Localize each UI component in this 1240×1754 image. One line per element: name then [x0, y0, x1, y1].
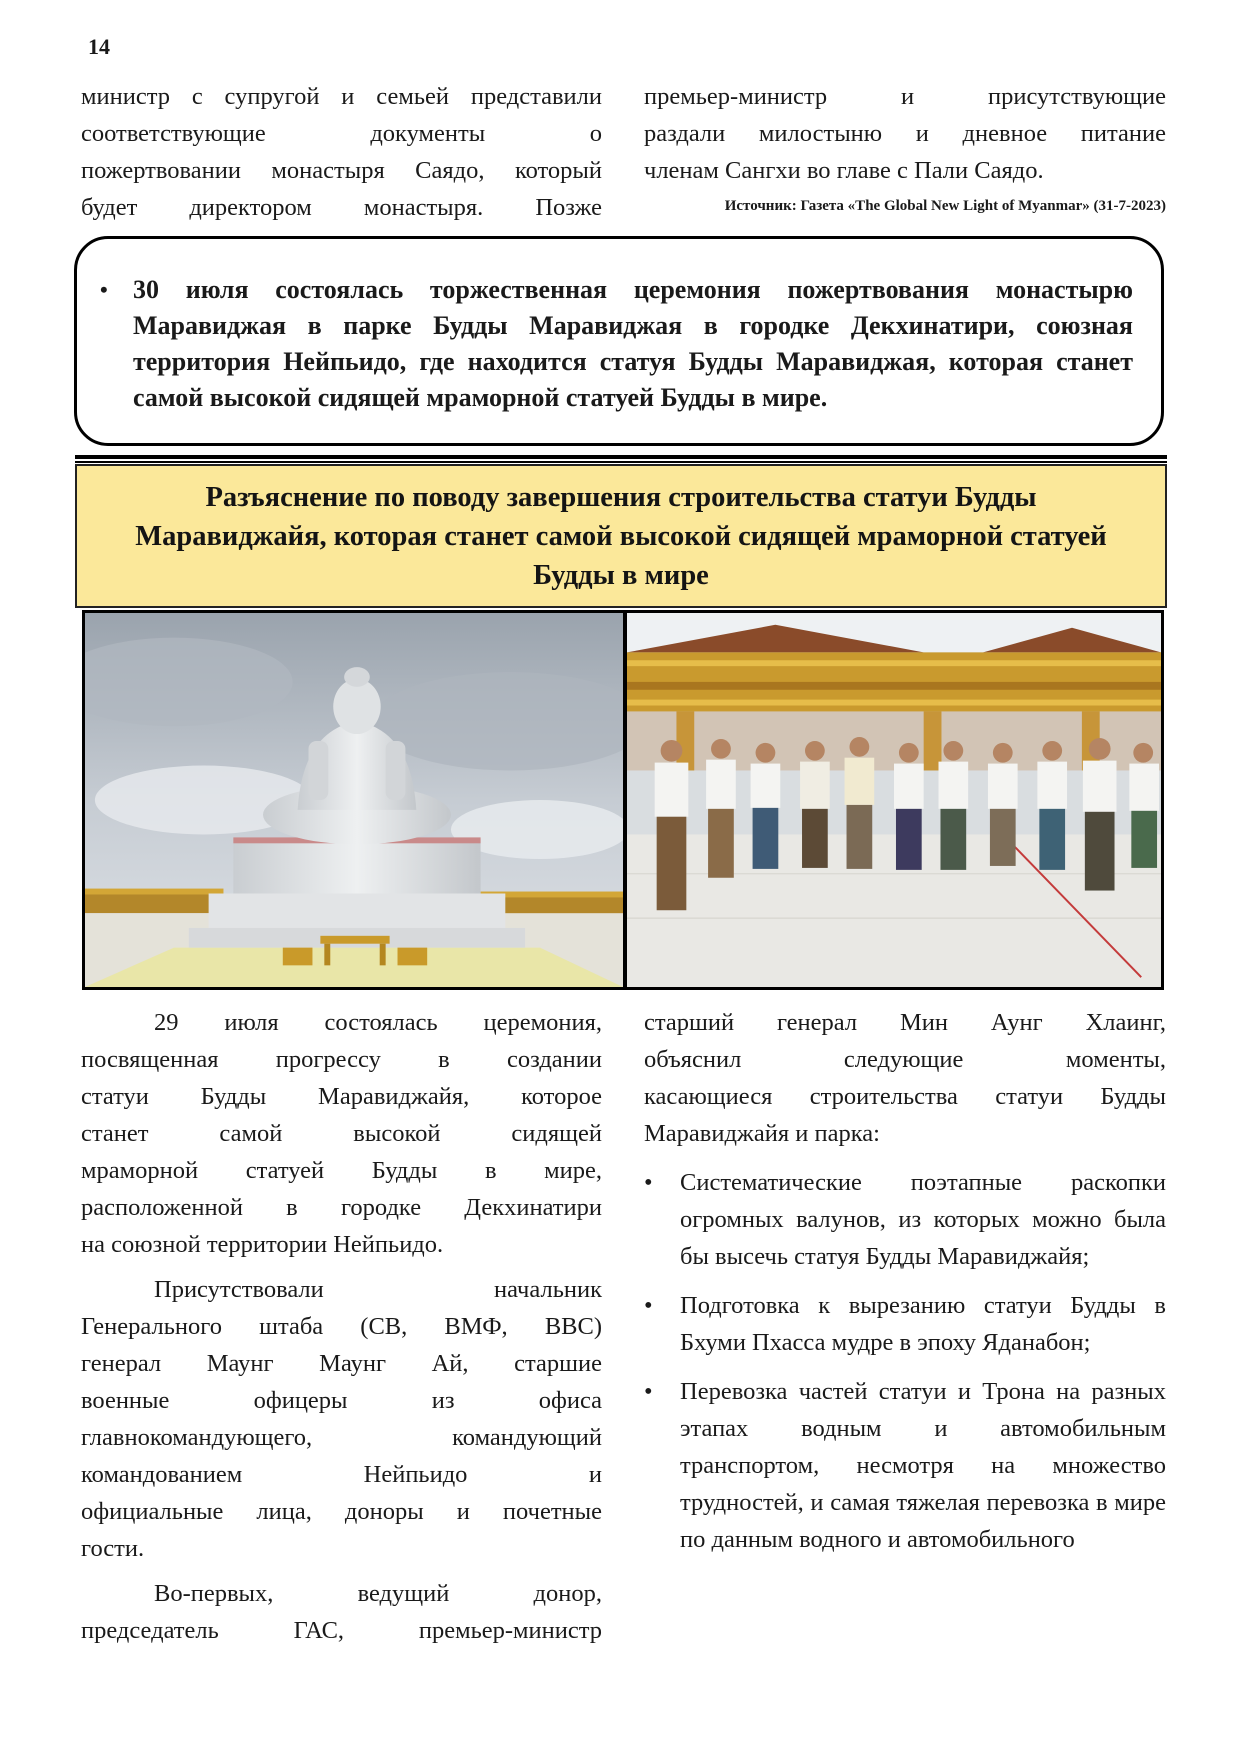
article-headline	[75, 464, 1167, 608]
article-paragraph	[81, 1271, 602, 1567]
divider-rule-thin	[75, 461, 1167, 463]
text-line: премьер-министр и присутствующие	[644, 83, 1166, 110]
text-line: министр с супругой и семьей представили	[81, 83, 602, 110]
list-item-text: Перевозка частей статуи и Трона на разных этапах водным и автомобильным транспортом, несмотря на множество трудностей, и самая тяжелая перевозка в мире по данным водного и автомобильного	[680, 1378, 1166, 1553]
buddha-statue-photo	[82, 610, 626, 990]
callout-box	[74, 236, 1164, 446]
list-item	[644, 1373, 1166, 1558]
text-line: официальные лица, доноры и почетные	[81, 1498, 602, 1525]
source-citation: Источник: Газета «The Global New Light of Myanmar» (31-7-2023)	[724, 198, 1166, 214]
article-right-column	[644, 1004, 1166, 1570]
text-line: старший генерал Мин Аунг Хлаинг,	[644, 1009, 1166, 1036]
top-left-column	[81, 78, 602, 226]
text-line: посвященная прогрессу в создании	[81, 1046, 602, 1073]
buddha-statue-illustration	[85, 613, 623, 987]
divider-rule	[75, 455, 1167, 459]
article-paragraph	[81, 1004, 602, 1263]
headline-line: Будды в мире	[533, 560, 709, 591]
bullet-icon: •	[644, 1378, 653, 1405]
bullet-icon: •	[644, 1292, 653, 1319]
text-line: расположенной в городке Декхинатири	[81, 1194, 602, 1221]
list-item	[644, 1164, 1166, 1275]
text-line: мраморной статуей Будды в мире,	[81, 1157, 602, 1184]
text-line: председатель ГАС, премьер-министр	[81, 1617, 602, 1644]
text-line: объяснил следующие моменты,	[644, 1046, 1166, 1073]
officials-group-photo	[624, 610, 1164, 990]
text-line: Маравиджайя и парка:	[644, 1120, 880, 1147]
text-line: пожертвовании монастыря Саядо, который	[81, 157, 602, 184]
text-line: Генерального штаба (СВ, ВМФ, ВВС)	[81, 1313, 602, 1340]
text-line: станет самой высокой сидящей	[81, 1120, 602, 1147]
text-line: главнокомандующего, командующий	[81, 1424, 602, 1451]
bullet-icon: •	[644, 1169, 653, 1196]
text-line: генерал Маунг Маунг Ай, старшие	[81, 1350, 602, 1377]
article-left-column	[81, 1004, 602, 1649]
headline-line: Маравиджайя, которая станет самой высокой сидящей мраморной статуей	[135, 521, 1107, 552]
officials-group-illustration	[627, 613, 1161, 987]
text-line: соответствующие документы о	[81, 120, 602, 147]
text-line: военные офицеры из офиса	[81, 1387, 602, 1414]
text-line: будет директором монастыря. Позже	[81, 194, 602, 221]
text-line: касающиеся строительства статуи Будды	[644, 1083, 1166, 1110]
article-paragraph	[81, 1575, 602, 1649]
text-line: статуи Будды Маравиджайя, которое	[81, 1083, 602, 1110]
top-right-column	[644, 78, 1166, 189]
list-item-text: Систематические поэтапные раскопки огромных валунов, из которых можно была бы высечь статуя Будды Маравиджайя;	[680, 1169, 1166, 1270]
text-line: Присутствовали начальник	[154, 1276, 602, 1303]
bullet-icon: •	[100, 277, 108, 302]
text-line: 29 июля состоялась церемония,	[154, 1009, 602, 1036]
page-number: 14	[88, 34, 110, 59]
list-item-text: Подготовка к вырезанию статуи Будды в Бхуми Пхасса мудре в эпоху Яданабон;	[680, 1292, 1166, 1356]
callout-text: 30 июля состоялась торжественная церемония пожертвования монастырю Маравиджая в парке Будды Маравиджая в городке Декхинатири, союзная территория Нейпьидо, где находится статуя Будды Маравиджая, которая станет самой высокой сидящей мраморной статуей Будды в мире.	[133, 275, 1133, 412]
callout-item	[100, 272, 1133, 416]
headline-line: Разъяснение по поводу завершения строительства статуи Будды	[205, 482, 1037, 513]
construction-points-list	[644, 1164, 1166, 1558]
text-line: на союзной территории Нейпьидо.	[81, 1231, 444, 1258]
text-line: гости.	[81, 1535, 145, 1562]
text-line: членам Сангхи во главе с Пали Саядо.	[644, 157, 1044, 184]
text-line: Во-первых, ведущий донор,	[154, 1580, 602, 1607]
text-line: раздали милостыню и дневное питание	[644, 120, 1166, 147]
list-item	[644, 1287, 1166, 1361]
text-line: командованием Нейпьидо и	[81, 1461, 602, 1488]
